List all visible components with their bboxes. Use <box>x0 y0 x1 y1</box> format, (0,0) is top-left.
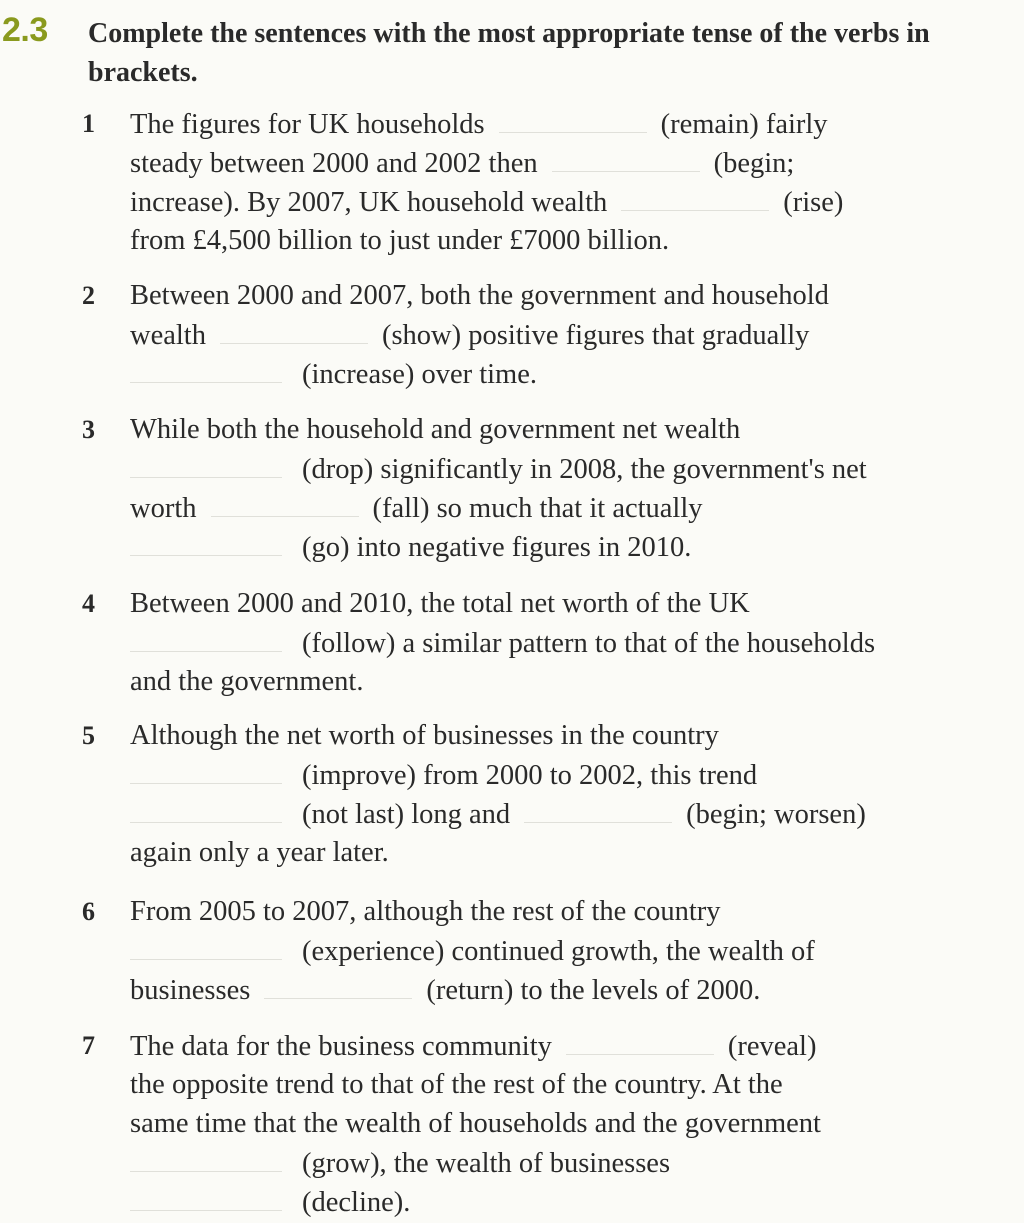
verb-hint: (experience) continued growth, the wealth of <box>302 936 815 967</box>
verb-hint: (remain) fairly <box>660 109 828 140</box>
line-text: from £4,500 billion to just under £7000 billion. <box>130 225 670 256</box>
verb-hint: (increase) over time. <box>302 359 537 390</box>
item-number: 5 <box>82 721 95 750</box>
item-line <box>130 1065 783 1104</box>
line-text: increase). By 2007, UK household wealth <box>130 187 608 218</box>
line-text: The figures for UK households <box>130 109 485 140</box>
answer-blank[interactable] <box>130 931 282 960</box>
answer-blank[interactable] <box>499 104 647 133</box>
line-text: From 2005 to 2007, although the rest of the country <box>130 896 721 927</box>
line-text: The data for the business community <box>130 1031 552 1062</box>
item-line <box>130 354 537 393</box>
item-line <box>130 662 363 701</box>
answer-blank[interactable] <box>130 449 282 478</box>
item-line <box>130 488 703 527</box>
item-number: 6 <box>82 897 95 926</box>
item-line <box>130 833 389 872</box>
answer-blank[interactable] <box>130 1143 282 1172</box>
item-line <box>130 1182 410 1221</box>
item-number: 7 <box>82 1031 95 1060</box>
verb-hint: (drop) significantly in 2008, the government's net <box>302 454 867 485</box>
answer-blank[interactable] <box>130 623 282 652</box>
item-line <box>130 584 750 623</box>
line-text: Between 2000 and 2007, both the government and household <box>130 280 829 311</box>
line-text: the opposite trend to that of the rest of the country. At the <box>130 1069 783 1100</box>
line-text: Although the net worth of businesses in the country <box>130 720 719 751</box>
line-text: steady between 2000 and 2002 then <box>130 148 538 179</box>
line-text: While both the household and government net wealth <box>130 414 741 445</box>
item-line <box>130 182 843 221</box>
item-line <box>130 931 815 970</box>
exercise-instruction: Complete the sentences with the most appropriate tense of the verbs in brackets. <box>88 18 930 88</box>
item-line <box>130 221 669 260</box>
verb-hint: (not last) long and <box>302 799 511 830</box>
item-line <box>130 1104 821 1143</box>
line-text: Between 2000 and 2010, the total net worth of the UK <box>130 588 750 619</box>
line-text: businesses <box>130 975 251 1006</box>
item-line <box>130 755 757 794</box>
item-line <box>130 1143 670 1182</box>
verb-hint: (reveal) <box>727 1031 817 1062</box>
item-number: 3 <box>82 415 95 444</box>
line-text: worth <box>130 493 197 524</box>
item-line <box>130 449 867 488</box>
answer-blank[interactable] <box>220 315 368 344</box>
item-line <box>130 143 794 182</box>
verb-hint: (go) into negative figures in 2010. <box>302 532 692 563</box>
item-line <box>130 315 809 354</box>
item-line <box>130 970 760 1009</box>
verb-hint: (grow), the wealth of businesses <box>302 1148 671 1179</box>
verb-hint: (begin; worsen) <box>686 799 866 830</box>
answer-blank[interactable] <box>566 1026 714 1055</box>
answer-blank[interactable] <box>211 488 359 517</box>
item-number: 1 <box>82 109 95 138</box>
verb-hint: (begin; <box>713 148 795 179</box>
item-line <box>130 716 719 755</box>
answer-blank[interactable] <box>552 143 700 172</box>
item-line <box>130 1026 816 1065</box>
item-line <box>130 623 875 662</box>
answer-blank[interactable] <box>130 354 282 383</box>
line-text: same time that the wealth of households and the government <box>130 1108 821 1139</box>
line-text: again only a year later. <box>130 837 389 868</box>
line-text: wealth <box>130 320 206 351</box>
answer-blank[interactable] <box>130 794 282 823</box>
item-line <box>130 794 866 833</box>
verb-hint: (return) to the levels of 2000. <box>426 975 761 1006</box>
answer-blank[interactable] <box>130 527 282 556</box>
verb-hint: (follow) a similar pattern to that of the households <box>302 628 876 659</box>
item-line <box>130 892 721 931</box>
item-line <box>130 276 829 315</box>
answer-blank[interactable] <box>130 755 282 784</box>
answer-blank[interactable] <box>130 1182 282 1211</box>
item-line <box>130 104 828 143</box>
item-line <box>130 410 740 449</box>
item-line <box>130 527 691 566</box>
item-number: 2 <box>82 281 95 310</box>
answer-blank[interactable] <box>621 182 769 211</box>
exercise-number: 2.3 <box>2 11 48 49</box>
line-text: and the government. <box>130 666 364 697</box>
answer-blank[interactable] <box>264 970 412 999</box>
verb-hint: (improve) from 2000 to 2002, this trend <box>302 760 758 791</box>
verb-hint: (rise) <box>783 187 844 218</box>
verb-hint: (fall) so much that it actually <box>372 493 703 524</box>
verb-hint: (decline). <box>302 1187 411 1218</box>
item-number: 4 <box>82 589 95 618</box>
verb-hint: (show) positive figures that gradually <box>381 320 810 351</box>
answer-blank[interactable] <box>524 794 672 823</box>
